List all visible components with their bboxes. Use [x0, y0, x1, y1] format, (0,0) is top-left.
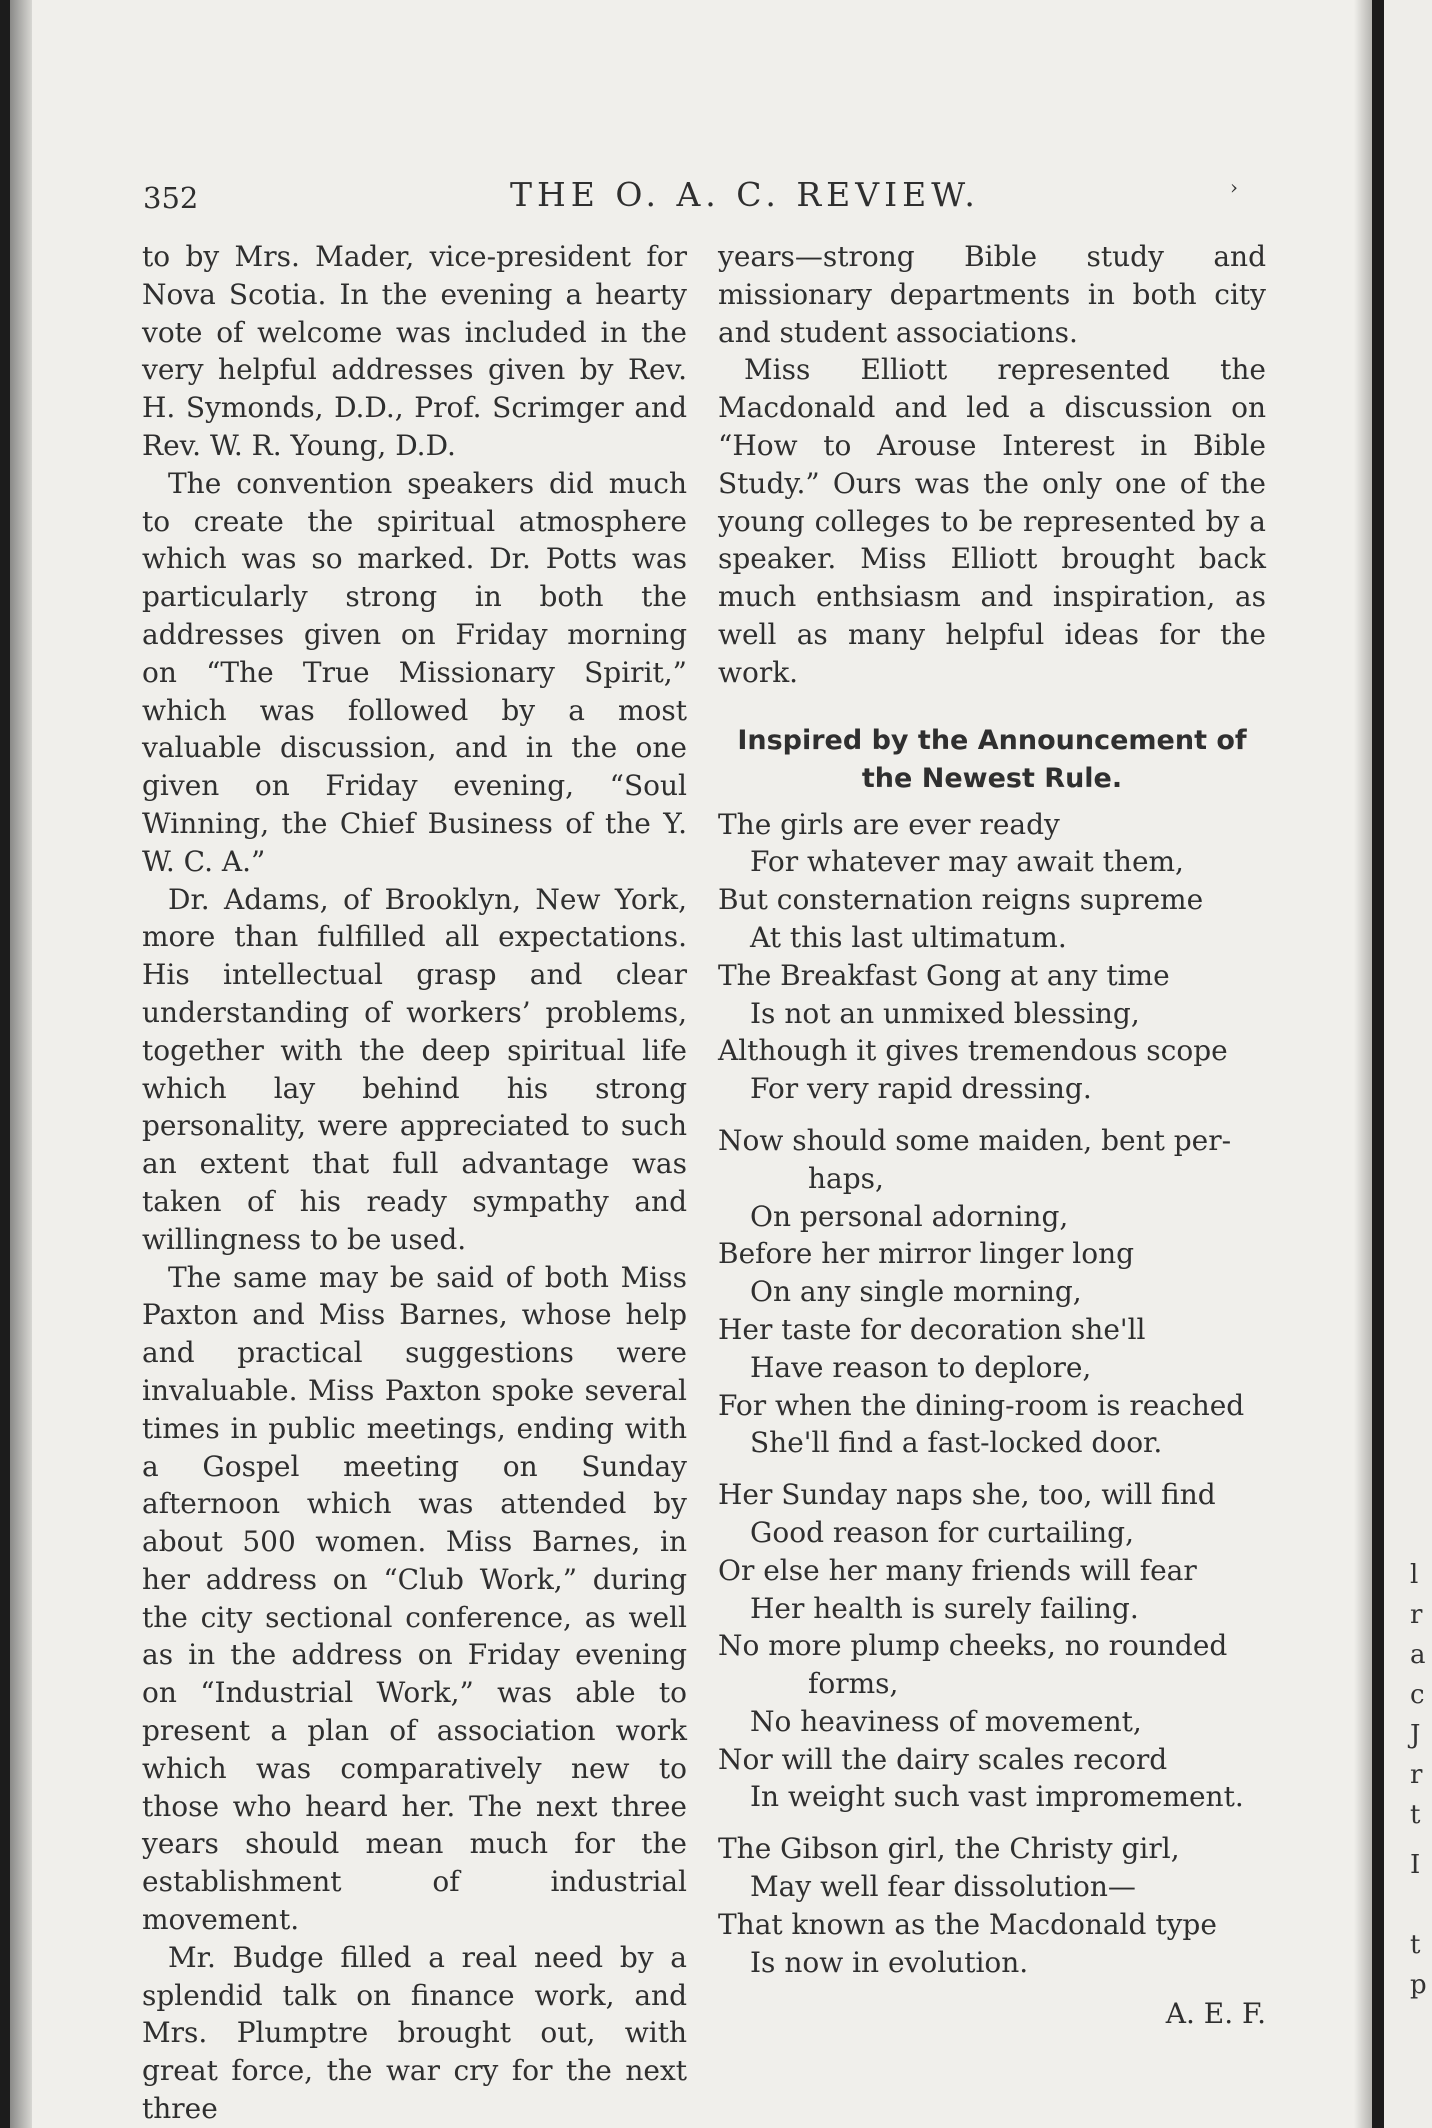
poem-line: forms, [808, 1667, 899, 1701]
poem-line: Nor will the dairy scales record [718, 1742, 1168, 1776]
journal-title: THE O. A. C. REVIEW. [510, 175, 980, 214]
right-column [718, 238, 1266, 2033]
poem-line: Her health is surely failing. [750, 1591, 1139, 1625]
poem-line: Now should some maiden, bent per- [718, 1123, 1232, 1157]
poem-line: On personal adorning, [750, 1199, 1069, 1233]
edge-letter: l [1410, 1560, 1419, 1590]
poem-line: The Breakfast Gong at any time [718, 958, 1170, 992]
header-mark: › [1230, 175, 1238, 199]
poem-stanza [718, 1830, 1266, 1981]
page-number: 352 [143, 181, 199, 215]
magazine-page [10, 0, 1372, 2128]
poem-line: Is not an unmixed blessing, [750, 996, 1140, 1030]
poem-line: Her Sunday naps she, too, will find [718, 1478, 1216, 1512]
poem-line: That known as the Macdonald type [718, 1907, 1217, 1941]
poem-line: But consternation reigns supreme [718, 883, 1204, 917]
poem-title: Inspired by the Announcement of the Newest Rule. [737, 724, 1247, 794]
poem-line: May well fear dissolution— [750, 1870, 1136, 1904]
edge-letter: r [1410, 1760, 1423, 1790]
page-header [10, 175, 1372, 225]
edge-letter: I [1410, 1850, 1421, 1880]
poem-line: Or else her many friends will fear [718, 1553, 1197, 1587]
edge-letter: J [1410, 1720, 1421, 1750]
poem-line: At this last ultimatum. [750, 920, 1067, 954]
poem-line: Her taste for decoration she'll [718, 1312, 1146, 1346]
paragraph: Mr. Budge filled a real need by a splendid talk on finance work, and Mrs. Plumptre brought out, with great force, the war cry for the next three [142, 1940, 687, 2126]
poem-line: Have reason to deplore, [750, 1350, 1092, 1384]
poem-line: In weight such vast impromement. [750, 1780, 1244, 1814]
poem-line: Although it gives tremendous scope [718, 1034, 1228, 1068]
poem-line: No heaviness of movement, [750, 1704, 1142, 1738]
poem-stanza [718, 1476, 1266, 1816]
poem-line: She'll find a fast-locked door. [750, 1426, 1163, 1460]
paragraph: The same may be said of both Miss Paxton and Miss Barnes, whose help and practical suggestions were invaluable. Miss Paxton spoke several times in public meetings, ending with a Gospel meeting on Sunday afternoon which was attended by about 500 women. Miss Barnes, in her address on “Club Work,” during the city sectional conference, as well as in the address on Friday evening on “Industrial Work,” was able to present a plan of association work which was comparatively new to those who heard her. The next three years should mean much for the establishment of industrial movement. [142, 1260, 687, 1937]
poem-line: Good reason for curtailing, [750, 1515, 1134, 1549]
paragraph: Dr. Adams, of Brooklyn, New York, more than fulfilled all expectations. His intellectual grasp and clear understanding of workers’ problems, together with the deep spiritual life which lay behind his strong personality, were appreciated to such an extent that full advantage was taken of his ready sympathy and willingness to be used. [142, 882, 687, 1256]
adjacent-page-edge [1384, 0, 1432, 2128]
poem-signature: A. E. F. [1165, 1997, 1266, 2031]
poem-stanza [718, 1122, 1266, 1462]
paragraph: Miss Elliott represented the Macdonald and led a discussion on “How to Arouse Interest in Bible Study.” Ours was the only one of the young colleges to be represented by a speaker. Miss Elliott brought back much enthsiasm and inspiration, as well as many helpful ideas for the work. [718, 353, 1266, 689]
paragraph: to by Mrs. Mader, vice-president for Nova Scotia. In the evening a hearty vote of welcome was included in the very helpful addresses given by Rev. H. Symonds, D.D., Prof. Scrimger and Rev. W. R. Young, D.D. [142, 240, 687, 462]
poem-line: For whatever may await them, [750, 845, 1184, 879]
paragraph: years—strong Bible study and missionary departments in both city and student associations. [718, 240, 1266, 349]
poem-line: The girls are ever ready [718, 807, 1060, 841]
edge-letter: r [1410, 1600, 1423, 1630]
poem-line: Before her mirror linger long [718, 1237, 1135, 1271]
edge-letter: p [1410, 1970, 1427, 2000]
poem-line: The Gibson girl, the Christy girl, [718, 1832, 1180, 1866]
edge-letter: t [1410, 1930, 1421, 1960]
poem-line: Is now in evolution. [750, 1945, 1029, 1979]
left-column [142, 238, 687, 2128]
paragraph: The convention speakers did much to create the spiritual atmosphere which was so marked. Dr. Potts was particularly strong in both the addresses given on Friday morning on “The True Missionary Spirit,” which was followed by a most valuable discussion, and in the one given on Friday evening, “Soul Winning, the Chief Business of the Y. W. C. A.” [142, 466, 687, 878]
edge-letter: a [1410, 1640, 1426, 1670]
edge-letter: t [1410, 1800, 1421, 1830]
edge-letter: c [1410, 1680, 1425, 1710]
poem-line: No more plump cheeks, no rounded [718, 1629, 1228, 1663]
poem-line: On any single morning, [750, 1275, 1082, 1309]
poem-stanza [718, 806, 1266, 1108]
poem-line: For when the dining-room is reached [718, 1388, 1245, 1422]
poem-line: For very rapid dressing. [750, 1072, 1092, 1106]
poem-line: haps, [808, 1161, 884, 1195]
